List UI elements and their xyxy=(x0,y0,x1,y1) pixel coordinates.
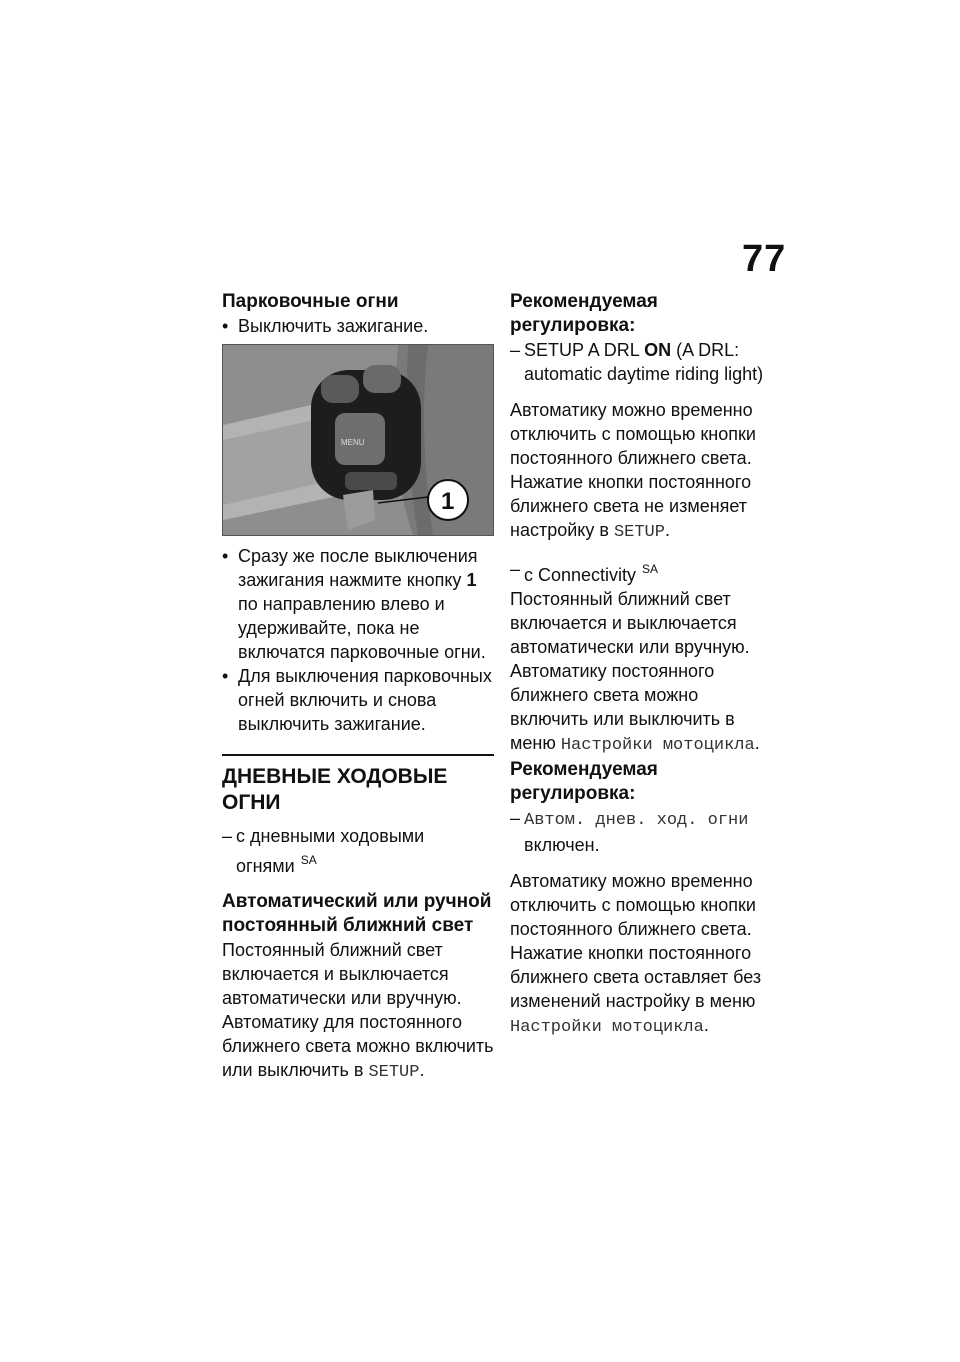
dash-connectivity: – с Connectivity $^{SA}$ xyxy=(510,557,778,587)
heading-recommended-1: Рекомендуемая регулировка: xyxy=(510,291,658,336)
page-number: 77 xyxy=(742,238,787,280)
callout-number: 1 xyxy=(441,488,455,515)
heading-auto-manual: Автоматический или ручной постоянный ближний свет xyxy=(222,891,492,936)
heading-parking-lights: Парковочные огни xyxy=(222,291,399,312)
right-column xyxy=(510,290,778,1040)
dash-auto-drl: – Автом. днев. ход. огни включен. xyxy=(510,806,778,857)
paragraph-connectivity: Постоянный ближний свет включается и выключается автоматически или вручную. Автоматику постоянного ближнего света можно включить или выключить в меню Настройки мотоцикла. xyxy=(510,589,760,755)
section-divider xyxy=(222,754,494,756)
dash-with-drl: – с дневными ходовыми огнями $^{SA}$ xyxy=(222,824,494,878)
bullet-ignition-off: • Выключить зажигание. xyxy=(222,314,494,338)
bullet-press-button: • Сразу же после выключения зажигания нажмите кнопку 1 по направлению влево и удерживайте, пока не включатся парковочные огни. xyxy=(222,544,494,664)
left-column xyxy=(222,290,494,1085)
heading-recommended-2: Рекомендуемая регулировка: xyxy=(510,759,658,804)
handlebar-illustration xyxy=(223,345,493,535)
paragraph-temp-disable-2: Автоматику можно временно отключить с помощью кнопки постоянного ближнего света. Нажатие кнопки постоянного ближнего света оставляет без изменений настройку в меню Настройки мотоцикла. xyxy=(510,871,762,1037)
dash-setup-drl: – SETUP A DRL ON (A DRL: automatic daytime riding light) xyxy=(510,338,778,386)
menu-button-label: MENU xyxy=(341,438,365,447)
bullet-parking-off: • Для выключения парковочных огней включить и снова выключить зажигание. xyxy=(222,664,494,736)
section-title-drl: ДНЕВНЫЕ ХОДОВЫЕ ОГНИ xyxy=(222,765,448,814)
paragraph-temp-disable-1: Автоматику можно временно отключить с помощью кнопки постоянного ближнего света. Нажатие кнопки постоянного ближнего света не изменяет настройку в SETUP. xyxy=(510,400,756,542)
handlebar-switch-photo xyxy=(222,344,494,536)
paragraph-auto-manual: Постоянный ближний свет включается и выключается автоматически или вручную. Автоматику для постоянного ближнего света можно включить или выключить в SETUP. xyxy=(222,940,494,1082)
